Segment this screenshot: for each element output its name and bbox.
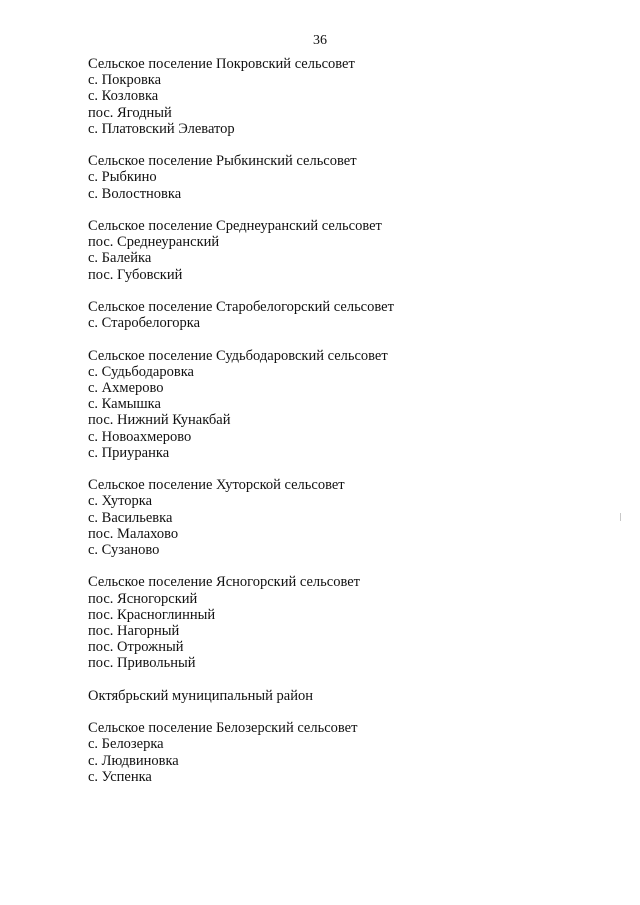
settlement-item: с. Камышка [88,396,161,413]
settlement-item: пос. Нагорный [88,623,180,640]
settlement-item: с. Новоахмерово [88,428,192,445]
settlement-item: с. Ахмерово [88,380,164,396]
section-belozersky [88,720,588,785]
settlement-item: с. Покровка [88,72,162,89]
settlement-item: с. Платовский Элеватор [88,120,235,137]
settlement-item: с. Успенка [88,768,152,785]
section-heading: Сельское поселение Белозерский сельсовет [88,720,358,737]
settlement-item: пос. Губовский [88,266,183,283]
settlement-item: с. Волостновка [88,185,182,202]
scan-speck [620,513,621,521]
settlement-item: с. Рыбкино [88,169,157,186]
settlement-item: с. Судьбодаровка [88,363,194,380]
settlement-item: с. Хуторка [88,493,153,510]
section-heading: Сельское поселение Ясногорский сельсовет [88,574,360,591]
settlement-item: с. Приуранка [88,444,170,461]
settlement-item: с. Белозерка [88,736,164,753]
settlement-item: с. Сузаново [88,542,160,559]
section-heading: Сельское поселение Среднеуранский сельсовет [88,218,382,234]
section-yasnogorsky [88,574,588,671]
district-heading-block [88,688,588,704]
district-heading: Октябрьский муниципальный район [88,687,313,704]
section-rybkinsky [88,153,588,202]
settlement-item: пос. Привольный [88,655,196,672]
settlement-item: пос. Среднеуранский [88,234,220,251]
page-number: 36 [313,33,327,48]
settlement-item: пос. Малахово [88,525,179,542]
section-sredneuransky [88,218,588,283]
settlement-item: с. Васильевка [88,509,173,526]
settlement-item: с. Старобелогорка [88,315,201,332]
section-sudbodarovsky [88,348,588,461]
settlement-item: пос. Красноглинный [88,606,216,623]
settlement-item: пос. Отрожный [88,639,184,656]
section-pokrovsky [88,56,588,137]
section-starobelogorsky [88,299,588,331]
document-body [88,56,588,801]
settlement-item: пос. Нижний Кунакбай [88,412,231,429]
settlement-item: с. Козловка [88,88,159,105]
section-heading: Сельское поселение Судьбодаровский сельсовет [88,347,388,364]
section-heading: Сельское поселение Старобелогорский сельсовет [88,299,394,315]
settlement-item: с. Людвиновка [88,752,179,769]
section-heading: Сельское поселение Покровский сельсовет [88,56,355,72]
section-heading: Сельское поселение Рыбкинский сельсовет [88,153,357,170]
settlement-item: пос. Ясногорский [88,590,198,607]
section-heading: Сельское поселение Хуторской сельсовет [88,477,345,494]
settlement-item: с. Балейка [88,250,152,267]
section-khutorskoy [88,477,588,558]
settlement-item: пос. Ягодный [88,104,172,121]
